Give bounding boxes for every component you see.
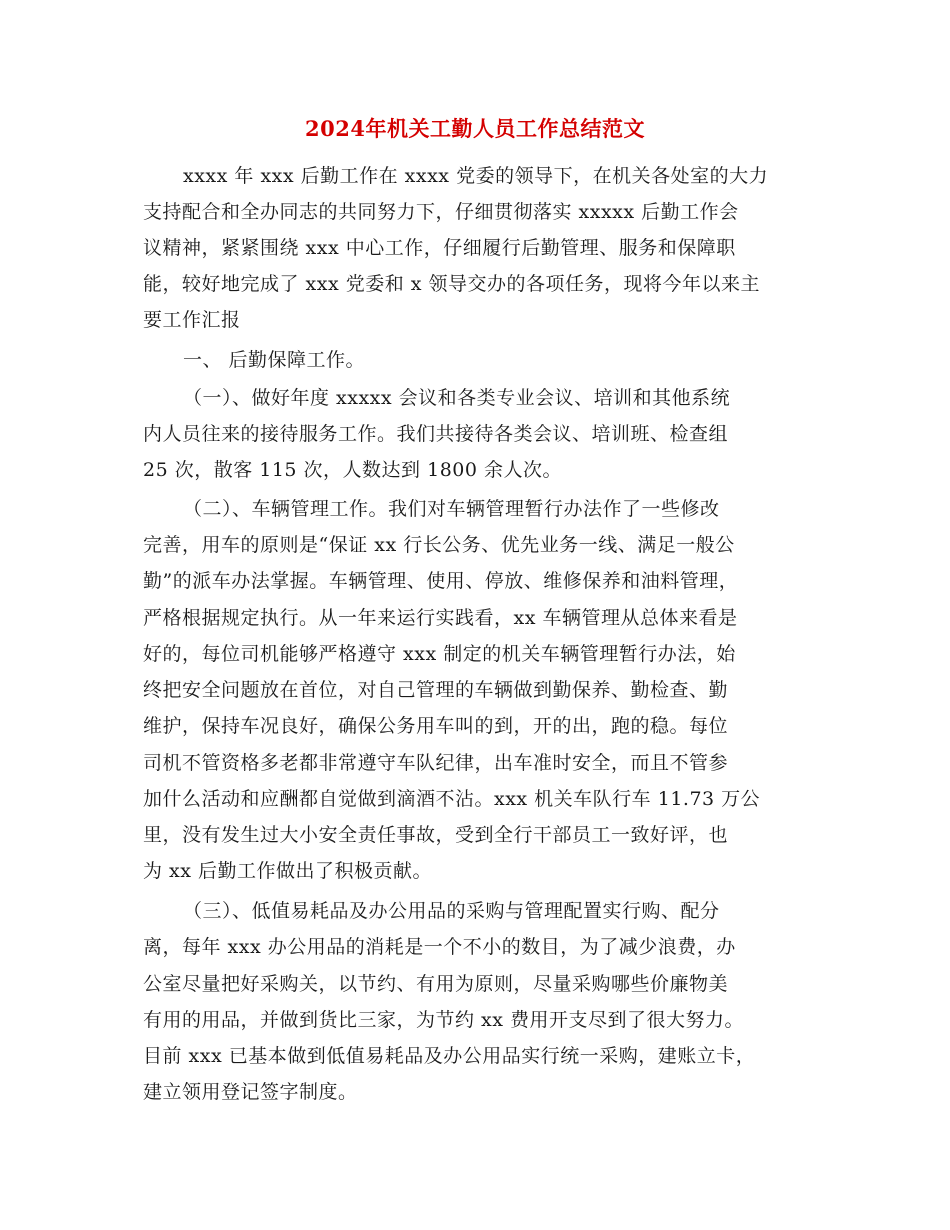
document-title: 2024年机关工勤人员工作总结范文: [305, 116, 645, 141]
paragraph-line: 内人员往来的接待服务工作。我们共接待各类会议、培训班、检查组: [143, 423, 729, 445]
paragraph-line: 完善，用车的原则是“保证 xx 行长公务、优先业务一线、满足一般公: [143, 534, 735, 556]
paragraph-line: （二）、车辆管理工作。我们对车辆管理暂行办法作了一些修改: [183, 498, 720, 520]
paragraph-line: （三）、低值易耗品及办公用品的采购与管理配置实行购、配分: [183, 900, 720, 922]
paragraph-line: 加什么活动和应酬都自觉做到滴酒不沾。xxx 机关车队行车 11.73 万公: [143, 788, 761, 810]
paragraph-line: 终把安全问题放在首位，对自己管理的车辆做到勤保养、勤检查、勤: [143, 679, 729, 701]
paragraph-line: 能，较好地完成了 xxx 党委和 x 领导交办的各项任务，现将今年以来主: [143, 273, 761, 295]
paragraph-line: （一）、做好年度 xxxxx 会议和各类专业会议、培训和其他系统: [183, 387, 731, 409]
paragraph-line: 议精神，紧紧围绕 xxx 中心工作，仔细履行后勤管理、服务和保障职: [143, 237, 736, 259]
paragraph-line: xxxx 年 xxx 后勤工作在 xxxx 党委的领导下，在机关各处室的大力: [183, 165, 769, 187]
paragraph-line: 建立领用登记签字制度。: [143, 1081, 358, 1103]
paragraph-line: 好的，每位司机能够严格遵守 xxx 制定的机关车辆管理暂行办法，始: [143, 643, 736, 665]
paragraph-line: 勤”的派车办法掌握。车辆管理、使用、停放、维修保养和油料管理，: [143, 570, 739, 592]
paragraph-line: 维护，保持车况良好，确保公务用车叫的到，开的出，跑的稳。每位: [143, 715, 729, 737]
paragraph-line: 有用的用品，并做到货比三家，为节约 xx 费用开支尽到了很大努力。: [143, 1009, 745, 1031]
paragraph-line: 离，每年 xxx 办公用品的消耗是一个不小的数目，为了减少浪费，办: [143, 936, 736, 958]
paragraph-line: 严格根据规定执行。从一年来运行实践看，xx 车辆管理从总体来看是: [143, 607, 738, 629]
section-heading: 一、 后勤保障工作。: [183, 349, 366, 371]
paragraph-line: 要工作汇报: [143, 309, 241, 331]
paragraph-line: 司机不管资格多老都非常遵守车队纪律，出车准时安全，而且不管参: [143, 752, 729, 774]
paragraph-line: 为 xx 后勤工作做出了积极贡献。: [143, 860, 433, 882]
paragraph-line: 目前 xxx 已基本做到低值易耗品及办公用品实行统一采购，建账立卡，: [143, 1045, 756, 1067]
paragraph-line: 里，没有发生过大小安全责任事故，受到全行干部员工一致好评，也: [143, 824, 729, 846]
paragraph-line: 支持配合和全办同志的共同努力下，仔细贯彻落实 xxxxx 后勤工作会: [143, 201, 739, 223]
paragraph-line: 公室尽量把好采购关，以节约、有用为原则，尽量采购哪些价廉物美: [143, 973, 729, 995]
paragraph-line: 25 次，散客 115 次，人数达到 1800 余人次。: [143, 459, 562, 481]
